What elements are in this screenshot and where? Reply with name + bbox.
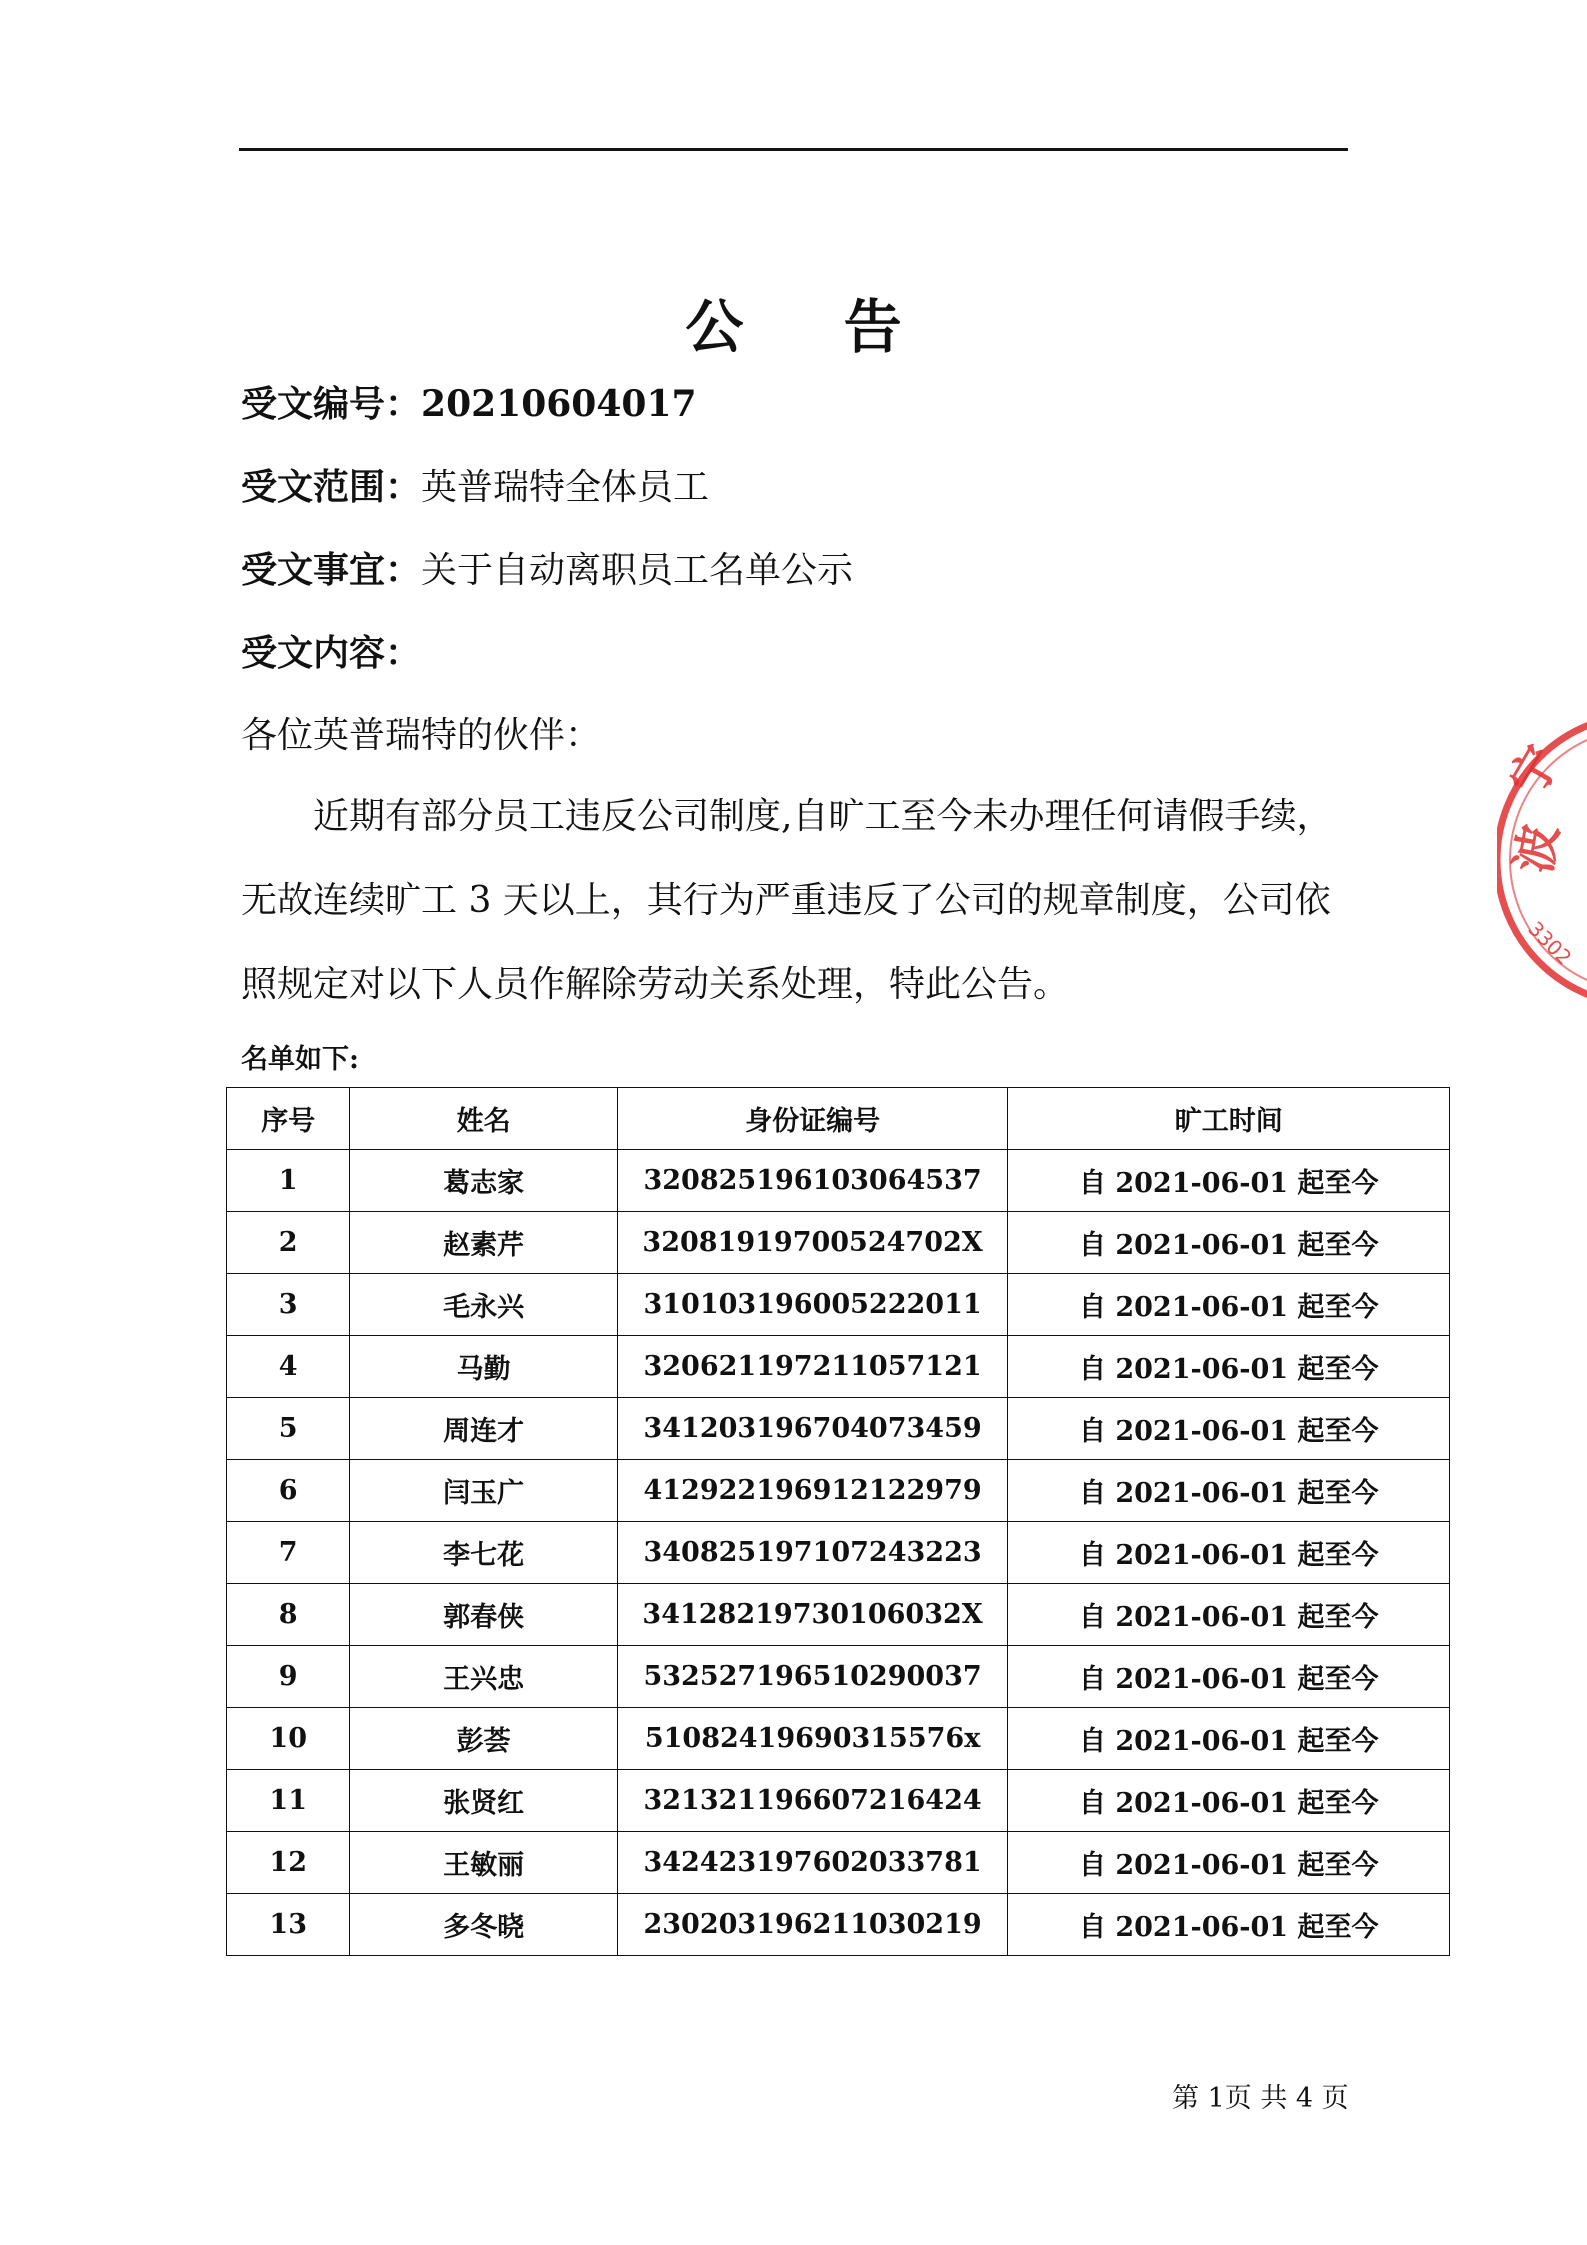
- field-content: [241, 631, 421, 676]
- field-label: 受文内容：: [241, 632, 422, 674]
- column-header-name: 姓名: [350, 1088, 617, 1150]
- cell-index: 5: [227, 1398, 350, 1460]
- table-row: [227, 1150, 1450, 1212]
- cell-name: 张贤红: [350, 1770, 617, 1832]
- employee-table: [226, 1087, 1450, 1956]
- cell-index: 12: [227, 1832, 350, 1894]
- cell-absence-date: 自 2021-06-01 起至今: [1008, 1274, 1450, 1336]
- field-document-number: [241, 382, 697, 427]
- field-label: 受文范围：: [241, 466, 422, 508]
- column-header-id-number: 身份证编号: [617, 1088, 1008, 1150]
- table-row: [227, 1708, 1450, 1770]
- cell-absence-date: 自 2021-06-01 起至今: [1008, 1460, 1450, 1522]
- greeting: 各位英普瑞特的伙伴：: [241, 715, 602, 756]
- cell-absence-date: 自 2021-06-01 起至今: [1008, 1708, 1450, 1770]
- cell-absence-date: 自 2021-06-01 起至今: [1008, 1336, 1450, 1398]
- cell-index: 3: [227, 1274, 350, 1336]
- table-row: [227, 1336, 1450, 1398]
- field-value: 关于自动离职员工名单公示: [421, 550, 854, 591]
- field-value: 20210604017: [421, 383, 697, 425]
- cell-id-number: 320621197211057121: [617, 1336, 1008, 1398]
- cell-id-number: 51082419690315576x: [617, 1708, 1008, 1770]
- cell-name: 毛永兴: [350, 1274, 617, 1336]
- column-header-absence-date: 旷工时间: [1008, 1088, 1450, 1150]
- cell-id-number: 342423197602033781: [617, 1832, 1008, 1894]
- field-label: 受文编号：: [241, 383, 422, 425]
- page-title: 公 告: [685, 293, 942, 361]
- field-value: 英普瑞特全体员工: [421, 467, 710, 508]
- cell-name: 李七花: [350, 1522, 617, 1584]
- cell-absence-date: 自 2021-06-01 起至今: [1008, 1894, 1450, 1956]
- header-rule: [239, 148, 1348, 151]
- cell-absence-date: 自 2021-06-01 起至今: [1008, 1832, 1450, 1894]
- svg-text:宁: 宁: [1498, 736, 1572, 806]
- column-header-index: 序号: [227, 1088, 350, 1150]
- cell-name: 王敏丽: [350, 1832, 617, 1894]
- table-row: [227, 1522, 1450, 1584]
- svg-text:波: 波: [1505, 820, 1570, 878]
- field-label: 受文事宜：: [241, 549, 422, 591]
- table-row: [227, 1584, 1450, 1646]
- cell-index: 7: [227, 1522, 350, 1584]
- table-row: [227, 1894, 1450, 1956]
- table-row: [227, 1460, 1450, 1522]
- cell-absence-date: 自 2021-06-01 起至今: [1008, 1212, 1450, 1274]
- cell-name: 马勤: [350, 1336, 617, 1398]
- table-row: [227, 1770, 1450, 1832]
- table-row: [227, 1398, 1450, 1460]
- cell-absence-date: 自 2021-06-01 起至今: [1008, 1150, 1450, 1212]
- cell-absence-date: 自 2021-06-01 起至今: [1008, 1584, 1450, 1646]
- cell-index: 11: [227, 1770, 350, 1832]
- list-heading: 名单如下:: [241, 1044, 359, 1075]
- cell-absence-date: 自 2021-06-01 起至今: [1008, 1770, 1450, 1832]
- page-number: 第 1页 共 4 页: [1172, 2083, 1349, 2114]
- body-paragraph-text: 近期有部分员工违反公司制度,自旷工至今未办理任何请假手续，无故连续旷工 3 天以上，其行为严重违反了公司的规章制度，公司依照规定对以下人员作解除劳动关系处理，特此公告。: [241, 796, 1333, 1005]
- cell-id-number: 34128219730106032X: [617, 1584, 1008, 1646]
- cell-id-number: 310103196005222011: [617, 1274, 1008, 1336]
- cell-name: 周连才: [350, 1398, 617, 1460]
- svg-text:3302: 3302: [1523, 916, 1577, 970]
- cell-name: 郭春侠: [350, 1584, 617, 1646]
- table-header-row: [227, 1088, 1450, 1150]
- field-subject: [241, 548, 853, 593]
- cell-name: 王兴忠: [350, 1646, 617, 1708]
- cell-id-number: 230203196211030219: [617, 1894, 1008, 1956]
- cell-id-number: 412922196912122979: [617, 1460, 1008, 1522]
- cell-index: 10: [227, 1708, 350, 1770]
- cell-index: 4: [227, 1336, 350, 1398]
- cell-index: 9: [227, 1646, 350, 1708]
- cell-name: 葛志家: [350, 1150, 617, 1212]
- cell-index: 13: [227, 1894, 350, 1956]
- cell-name: 多冬晓: [350, 1894, 617, 1956]
- cell-name: 闫玉广: [350, 1460, 617, 1522]
- cell-index: 6: [227, 1460, 350, 1522]
- cell-id-number: 320825196103064537: [617, 1150, 1008, 1212]
- cell-index: 1: [227, 1150, 350, 1212]
- cell-id-number: 341203196704073459: [617, 1398, 1008, 1460]
- cell-name: 彭荟: [350, 1708, 617, 1770]
- field-scope: [241, 465, 709, 510]
- cell-absence-date: 自 2021-06-01 起至今: [1008, 1646, 1450, 1708]
- cell-id-number: 32081919700524702X: [617, 1212, 1008, 1274]
- cell-absence-date: 自 2021-06-01 起至今: [1008, 1522, 1450, 1584]
- body-paragraph: [241, 775, 1347, 1027]
- cell-index: 2: [227, 1212, 350, 1274]
- cell-name: 赵素芹: [350, 1212, 617, 1274]
- cell-id-number: 321321196607216424: [617, 1770, 1008, 1832]
- table-row: [227, 1646, 1450, 1708]
- cell-index: 8: [227, 1584, 350, 1646]
- company-seal-icon: [1497, 700, 1587, 1020]
- table-row: [227, 1832, 1450, 1894]
- table-row: [227, 1274, 1450, 1336]
- table-row: [227, 1212, 1450, 1274]
- cell-id-number: 340825197107243223: [617, 1522, 1008, 1584]
- cell-id-number: 532527196510290037: [617, 1646, 1008, 1708]
- cell-absence-date: 自 2021-06-01 起至今: [1008, 1398, 1450, 1460]
